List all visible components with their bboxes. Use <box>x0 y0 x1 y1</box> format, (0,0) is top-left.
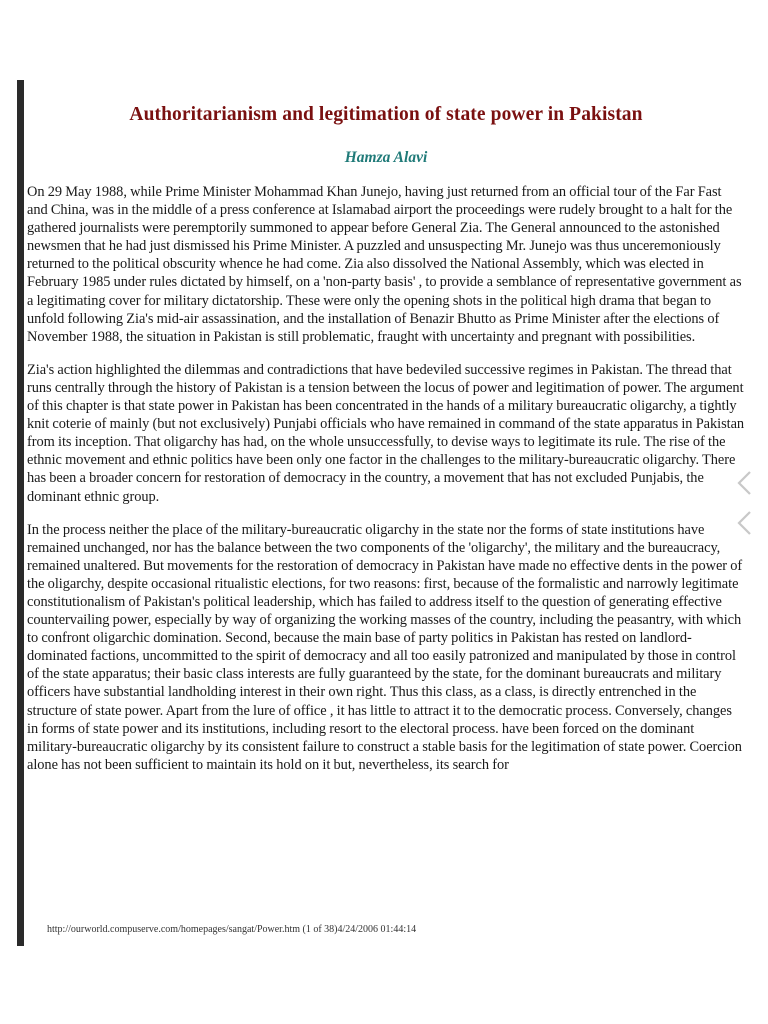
page-footer-url: http://ourworld.compuserve.com/homepages/sangat/Power.htm (1 of 38)4/24/2006 01:44:14 <box>47 924 417 935</box>
paragraph-1: On 29 May 1988, while Prime Minister Mohammad Khan Junejo, having just returned from an official tour of the Far Fast and China, was in the middle of a press conference at Islamabad airport the proceedings were rudely brought to a halt for the gathered journalists were peremptorily summoned to appear before General Zia. The General announced to the astonished newsmen that he had just dismissed his Prime Minister. A puzzled and unsuspecting Mr. Junejo was thus unceremoniously returned to the political obscurity whence he had come. Zia also dissolved the National Assembly, which was elected in February 1985 under rules dictated by himself, on a 'non-party basis' , to provide a semblance of representative government as a legitimating cover for military dictatorship. These were only the opening shots in the political high drama that began to unfold following Zia's mid-air assassination, and the installation of Benazir Bhutto as Prime Minister after the elections of November 1988, the situation in Pakistan is still problematic, fraught with uncertainty and pregnant with possibilities. <box>27 184 742 345</box>
paragraph-3: In the process neither the place of the military-bureaucratic oligarchy in the state nor the forms of state institutions have remained unchanged, nor has the balance between the two components of the 'oligarchy', the military and the bureaucracy, remained unaltered. But movements for the restoration of democracy in Pakistan have made no effective dents in the power of the oligarchy, despite occasional ritualistic elections, for two reasons: first, because of the formalistic and narrowly legitimate constitutionalism of Pakistan's political leadership, which has failed to address itself to the question of generating effective countervailing power, especially by way of organizing the working masses of the country, including the peasantry, with which to confront oligarchic domination. Second, because the main base of party politics in Pakistan has rested on landlord-dominated factions, uncommitted to the spirit of democracy and all too easily patronized and manipulated by those in control of the state apparatus; their basic class interests are fully guaranteed by the state, for the dominant bureaucrats and military officers have substantial landholding interest in their own right. Thus this class, as a class, is directly entrenched in the structure of state power. Apart from the lure of office , it has little to attract it to the democratic process. Conversely, changes in forms of state power and its institutions, including resort to the electoral process. have been forced on the dominant military-bureaucratic oligarchy by its consistent failure to construct a stable basis for the legitimation of state power. Coercion alone has not been sufficient to maintain its hold on it but, nevertheless, its search for <box>27 521 743 773</box>
document-page <box>27 96 745 774</box>
document-title: Authoritarianism and legitimation of state power in Pakistan <box>129 104 643 125</box>
page-left-border <box>17 80 24 946</box>
chevron-left-icon[interactable] <box>736 470 754 496</box>
paragraph-2: Zia's action highlighted the dilemmas and contradictions that have bedeviled successive regimes in Pakistan. The thread that runs centrally through the history of Pakistan is a tension between the locus of power and legitimation of power. The argument of this chapter is that state power in Pakistan has been concentrated in the hands of a military bureaucratic oligarchy, a tightly knit coterie of mainly (but not exclusively) Punjabi officials who have remained in command of the state apparatus in Pakistan from its inception. That oligarchy has had, on the whole unsuccessfully, to devise ways to legitimate its rule. The rise of the ethnic movement and ethnic politics have been only one factor in the challenges to the military-bureaucratic oligarchy. There has been a broader concern for restoration of democracy in the country, a movement that has not excluded Punjabis, the dominant ethnic group. <box>27 361 745 505</box>
chevron-left-icon[interactable] <box>736 510 754 536</box>
document-author: Hamza Alavi <box>344 149 428 166</box>
